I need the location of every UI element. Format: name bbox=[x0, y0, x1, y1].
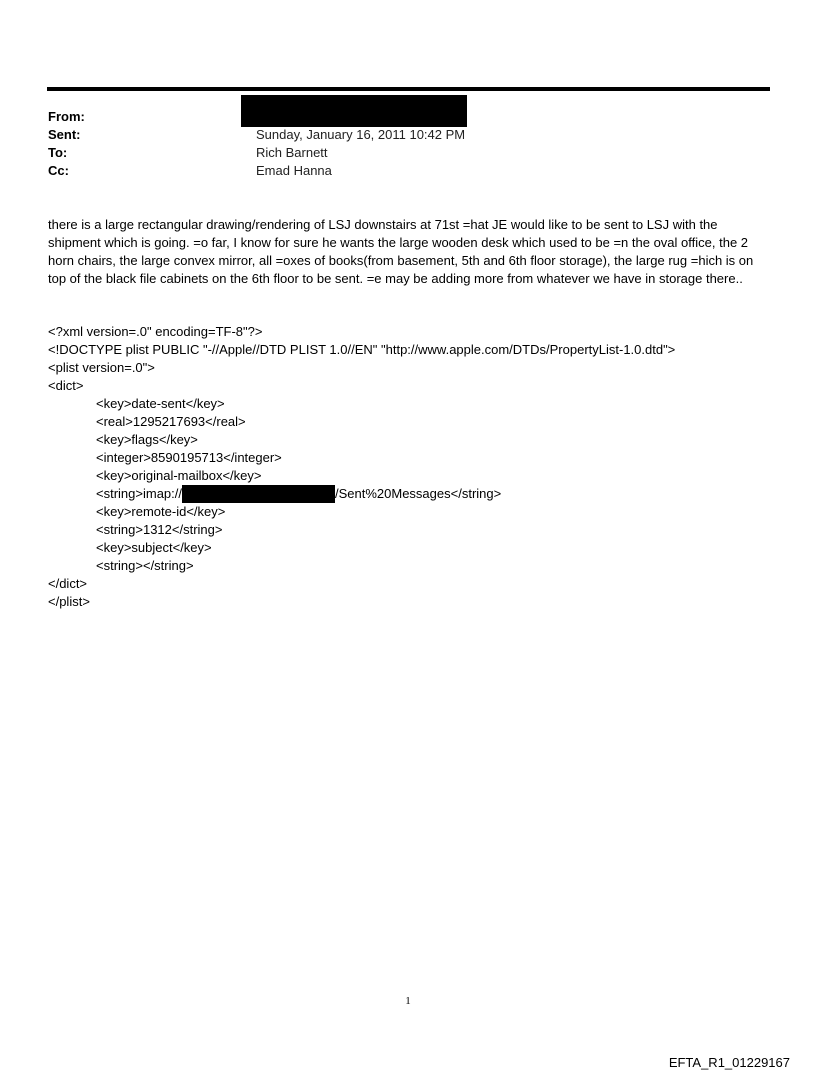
xml-dict-close: </dict> bbox=[48, 576, 88, 591]
cc-row bbox=[48, 162, 768, 180]
xml-doctype: <!DOCTYPE plist PUBLIC "-//Apple//DTD PLIST 1.0//EN" "http://www.apple.com/DTDs/PropertyList-1.0.dtd"> bbox=[48, 342, 676, 357]
xml-key-subject: <key>subject</key> bbox=[96, 540, 212, 555]
xml-key-flags: <key>flags</key> bbox=[96, 432, 198, 447]
xml-plist-close: </plist> bbox=[48, 594, 90, 609]
xml-dict-open: <dict> bbox=[48, 378, 84, 393]
mailbox-prefix: <string>imap:// bbox=[96, 486, 182, 501]
xml-key-original-mailbox: <key>original-mailbox</key> bbox=[96, 468, 262, 483]
mailbox-suffix: /Sent%20Messages</string> bbox=[335, 486, 502, 501]
email-header bbox=[48, 108, 768, 180]
xml-string-mailbox bbox=[48, 485, 770, 503]
sent-label: Sent: bbox=[48, 127, 81, 142]
to-value: Rich Barnett bbox=[256, 145, 328, 160]
redaction-box-mailbox bbox=[182, 485, 335, 503]
plist-block bbox=[48, 323, 770, 611]
from-row bbox=[48, 108, 768, 126]
xml-string-subject: <string></string> bbox=[96, 558, 194, 573]
xml-string-remote-id: <string>1312</string> bbox=[96, 522, 223, 537]
sent-row bbox=[48, 126, 768, 144]
body-paragraph: there is a large rectangular drawing/rendering of LSJ downstairs at 71st =hat JE would like to be sent to LSJ with the shipment which is going. =o far, I know for sure he wants the large wooden desk which used to be =n the oval office, the 2 horn chairs, the large convex mirror, all =oxes of books(from basement, 5th and 6th floor storage), the large rug =hich is on top of the black file cabinets on the 6th floor to be sent. =e may be adding more from whatever we have in storage there.. bbox=[48, 217, 754, 286]
sent-value: Sunday, January 16, 2011 10:42 PM bbox=[256, 127, 466, 142]
from-label: From: bbox=[48, 109, 85, 124]
xml-key-remote-id: <key>remote-id</key> bbox=[96, 504, 226, 519]
xml-integer-value: <integer>8590195713</integer> bbox=[96, 450, 282, 465]
cc-label: Cc: bbox=[48, 163, 69, 178]
xml-real-value: <real>1295217693</real> bbox=[96, 414, 246, 429]
cc-value: Emad Hanna bbox=[256, 163, 332, 178]
xml-key-date-sent: <key>date-sent</key> bbox=[96, 396, 225, 411]
to-label: To: bbox=[48, 145, 68, 160]
page-number: 1 bbox=[405, 995, 411, 1007]
email-body bbox=[48, 216, 770, 288]
bates-number: EFTA_R1_01229167 bbox=[668, 1055, 790, 1070]
xml-declaration: <?xml version=.0" encoding=TF-8"?> bbox=[48, 324, 263, 339]
xml-plist-open: <plist version=.0"> bbox=[48, 360, 155, 375]
to-row bbox=[48, 144, 768, 162]
header-rule bbox=[47, 87, 770, 91]
